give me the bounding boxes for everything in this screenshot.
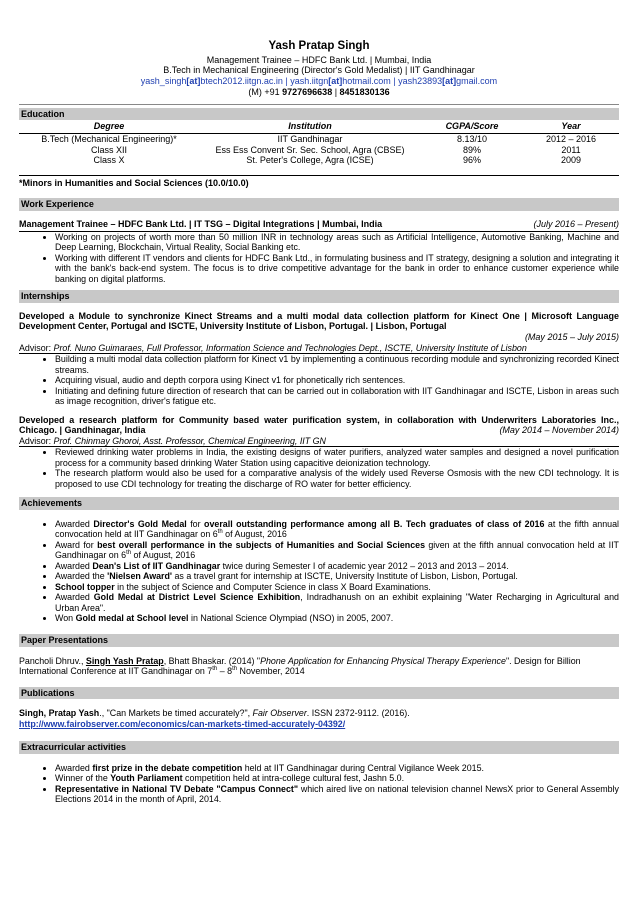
work-bullets — [19, 232, 619, 285]
internship-2-date: (May 2014 – November 2014) — [499, 425, 619, 436]
section-work: Work Experience — [19, 198, 619, 211]
internship-2-heading: Developed a research platform for Community based water purification system, in collaboration with Underwriters Laboratories Inc., Chicago. | Gandhinagar, India (May 2014 – November 2014) — [19, 414, 619, 436]
phone-line: (M) +91 9727696638 | 8451830136 — [248, 86, 390, 97]
candidate-name: Yash Pratap Singh — [268, 40, 370, 52]
list-item: • Winner of the Youth Parliament competition held at intra-college cultural fest, Jashn 5.0. — [55, 773, 619, 784]
section-achievements: Achievements — [19, 497, 619, 510]
list-item: • Working on projects of worth more than 50 million INR in technology areas such as Artificial Intelligence, Automotive Banking, Machine and Deep Learning, Blockchain, Virtual Reality, Social Banking etc. — [55, 232, 619, 253]
section-publications: Publications — [19, 687, 619, 700]
list-item: • Award for best overall performance in the subjects of Humanities and Social Sciences given at the fifth annual convocation held at IIT Gandhinagar on 6th of August, 2016 — [55, 540, 619, 561]
list-item: • Initiating and defining future direction of research that can be carried out in collaboration with IIT Gandhinagar and ISCTE, Lisbon in areas such as image recognition, driver's fatigue etc. — [55, 386, 619, 407]
table-row: B.Tech (Mechanical Engineering)* IIT Gandhinagar 8.13/10 2012 – 2016 — [41, 133, 597, 144]
list-item: • Awarded Dean's List of IIT Gandhinagar twice during Semester I of academic year 2012 – 2013 and 2013 – 2014. — [55, 561, 619, 572]
internship-1-advisor: Advisor: Prof. Nuno Guimaraes, Full Professor, Information Science and Technologies Dept., ISCTE, University Institute of Lisbon — [19, 343, 619, 355]
list-item: • Representative in National TV Debate "Campus Connect" which aired live on national television channel NewsX prior to General Assembly Elections 2014 in the month of April, 2014. — [55, 784, 619, 805]
list-item: • Awarded first prize in the debate competition held at IIT Gandhinagar during Central Vigilance Week 2015. — [55, 763, 619, 774]
section-papers: Paper Presentations — [19, 634, 619, 647]
publication-entry: Singh, Pratap Yash., "Can Markets be timed accurately?", Fair Observer. ISSN 2372-9112. (2016). — [19, 708, 410, 719]
achievement-bullets — [19, 519, 619, 624]
col-score: CGPA/Score — [421, 120, 523, 133]
degree-line: B.Tech in Mechanical Engineering (Director's Gold Medalist) | IIT Gandhinagar — [163, 65, 475, 76]
section-extracurricular: Extracurricular activities — [19, 741, 619, 754]
education-table — [19, 120, 619, 165]
internship-1-heading: Developed a Module to synchronize Kinect Streams and a multi modal data collection platform for Kinect One | Microsoft Language Development Center, Portugal and ISCTE, University Institute of Lisbon, Portugal. | Lisbon, Portugal — [19, 310, 619, 332]
paper-entry: Pancholi Dhruv., Singh Yash Pratap, Bhatt Bhaskar. (2014) "Phone Application for Enhancing Physical Therapy Experience". Design for Billion International Conference at IIT Gandhinagar on 7th – 8th November, 2014 — [19, 655, 581, 676]
resume-page — [19, 0, 619, 805]
education-table-wrap — [19, 120, 619, 175]
section-education: Education — [19, 108, 619, 121]
header-divider — [19, 104, 619, 105]
list-item: • School topper in the subject of Science and Computer Science in class X Board Examinations. — [55, 582, 619, 593]
list-item: • Acquiring visual, audio and depth corpora using Kinect v1 for phonetically rich sentences. — [55, 375, 619, 386]
col-degree: Degree — [19, 120, 199, 133]
section-internships: Internships — [19, 290, 619, 303]
minors-note: *Minors in Humanities and Social Sciences (10.0/10.0) — [19, 177, 249, 188]
work-role: Management Trainee – HDFC Bank Ltd. | IT TSG – Digital Integrations | Mumbai, India — [19, 219, 383, 230]
col-institution: Institution — [199, 120, 421, 133]
list-item: • Won Gold medal at School level in National Science Olympiad (NSO) in 2005, 2007. — [55, 613, 619, 624]
list-item: • Reviewed drinking water problems in India, the existing designs of water purifiers, analyzed water samples and designed a novel purification process for a community based drinking Water Station using capacitive deionization technology. — [55, 447, 619, 468]
list-item: • The research platform would also be used for a comparative analysis of the widely used Reverse Osmosis with the new CDI technology. It is proposed to use CDI technology for treating the discharge of RO water for better efficiency. — [55, 468, 619, 489]
internship-2-advisor: Advisor: Prof. Chinmay Ghoroi, Asst. Professor, Chemical Engineering, IIT GN — [19, 436, 619, 448]
list-item: • Awarded Director's Gold Medal for overall outstanding performance among all B. Tech graduates of class of 2016 at the fifth annual convocation held at IIT Gandhinagar on 6th of August, 2016 — [55, 519, 619, 540]
table-row: Class XII Ess Ess Convent Sr. Sec. School, Agra (CBSE) 89% 2011 — [90, 144, 581, 155]
table-row: Class X St. Peter's College, Agra (ICSE) 96% 2009 — [93, 155, 582, 166]
internship-1-date: (May 2015 – July 2015) — [524, 331, 619, 342]
email-line[interactable]: yash_singh[at]btech2012.iitgn.ac.in | yash.iitgn[at]hotmail.com | yash23893[at]gmail.com — [140, 76, 498, 87]
work-date: (July 2016 – Present) — [533, 219, 619, 230]
resume-header — [19, 40, 619, 98]
extracurricular-bullets — [19, 763, 619, 805]
col-year: Year — [523, 120, 619, 133]
work-role-line — [19, 219, 619, 232]
list-item: • Awarded the 'Nielsen Award' as a travel grant for internship at ISCTE, University Institute of Lisbon, Lisbon, Portugal. — [55, 571, 619, 582]
publication-link[interactable]: http://www.fairobserver.com/economics/can-markets-timed-accurately-04392/ — [19, 718, 346, 729]
current-position: Management Trainee – HDFC Bank Ltd. | Mumbai, India — [206, 54, 432, 65]
list-item: • Awarded Gold Medal at District Level Science Exhibition, Indradhanush on an exhibit explaining "Water Recharging in Agricultural and Urban Area". — [55, 592, 619, 613]
internship-2-bullets — [19, 447, 619, 489]
internship-1-bullets — [19, 354, 619, 407]
list-item: • Working with different IT vendors and clients for HDFC Bank Ltd., in formulating business and IT strategy, designing a solution and integrating it with the bank's back-end system. The focus is to drive competitive advantage for the bank in order to enhance customer experience while banking on digital platforms. — [55, 253, 619, 285]
list-item: • Building a multi modal data collection platform for Kinect v1 by implementing a continuous recording module and synchronizing recorded Kinect streams. — [55, 354, 619, 375]
